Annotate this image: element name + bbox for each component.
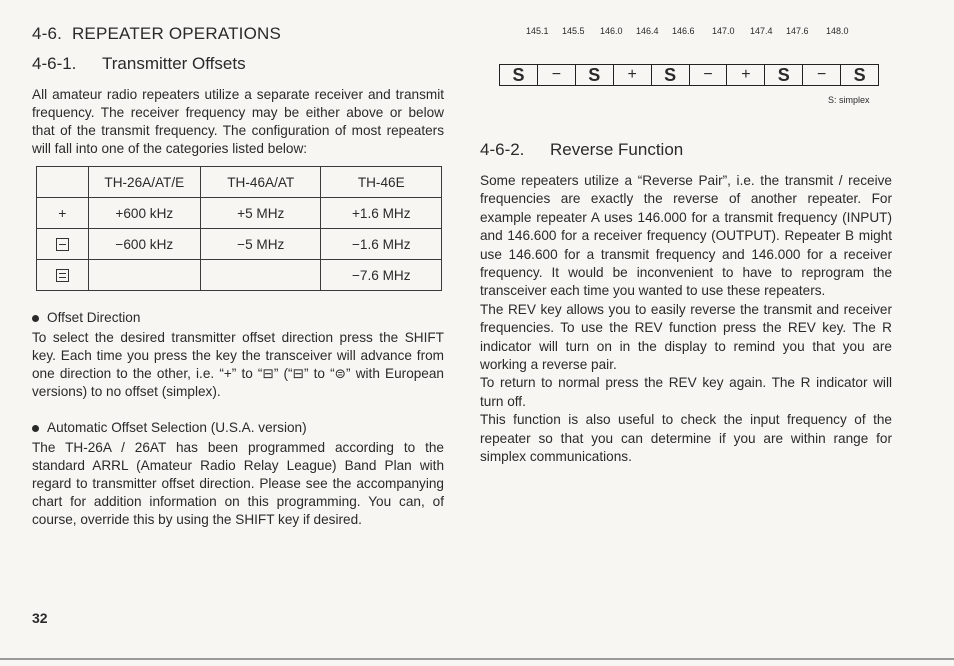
freq-label: 147.0	[712, 26, 735, 36]
reverse-paragraph-3: To return to normal press the REV key again. The R indicator will turn off.	[480, 375, 892, 409]
bullet-icon	[32, 425, 39, 432]
table-cell: −1.6 MHz	[321, 229, 442, 260]
band-segment: +	[614, 65, 652, 85]
subsection-number: 4-6-2.	[480, 140, 525, 159]
minus-box-icon	[56, 238, 69, 251]
table-row	[37, 229, 442, 260]
band-segment: S	[652, 65, 690, 85]
table-cell	[88, 260, 200, 291]
section-number: 4-6.	[32, 24, 63, 43]
reverse-paragraph-1: Some repeaters utilize a “Reverse Pair”, i.e. the transmit / receive frequencies are exactly the reverse of another repeater. For example repeater A uses 146.000 for a transmit frequency (INPUT) and 146.600 for a receiver frequency (OUTPUT). Repeater B might use 146.600 for a transmit frequency and 146.000 for a receiver frequency. It would be inconvenient to have to reprogram the transceiver each time you wanted to use these repeaters.	[480, 173, 892, 299]
freq-label: 145.1	[526, 26, 549, 36]
page-number: 32	[32, 610, 48, 626]
table-header-cell: TH-46E	[321, 167, 442, 198]
table-cell: −7.6 MHz	[321, 260, 442, 291]
reverse-paragraph-2: The REV key allows you to easily reverse the transmit and receiver frequencies. To use the REV function press the REV key. The R indicator will turn on in the display to remind you that you are working a reverse pair.	[480, 301, 892, 373]
auto-offset-heading: Automatic Offset Selection (U.S.A. version)	[32, 419, 444, 437]
table-row	[37, 198, 442, 229]
band-segment: −	[690, 65, 728, 85]
bullet-icon	[32, 315, 39, 322]
freq-label: 146.4	[636, 26, 659, 36]
band-segment: −	[803, 65, 841, 85]
subsection-title: Transmitter Offsets	[102, 54, 246, 73]
table-header-cell: TH-26A/AT/E	[88, 167, 200, 198]
section-title: REPEATER OPERATIONS	[71, 24, 282, 43]
band-plan-frequencies	[480, 22, 892, 38]
freq-label: 147.4	[750, 26, 773, 36]
equal-box-icon	[56, 269, 69, 282]
table-cell: +1.6 MHz	[321, 198, 442, 229]
table-cell: +5 MHz	[201, 198, 321, 229]
page-edge-rule	[0, 658, 954, 660]
european-offset-symbol	[37, 260, 89, 291]
table-header-cell: TH-46A/AT	[201, 167, 321, 198]
table-header-cell	[37, 167, 89, 198]
section-heading	[32, 24, 444, 44]
freq-label: 148.0	[826, 26, 849, 36]
table-header-row	[37, 167, 442, 198]
band-segment: +	[727, 65, 765, 85]
offset-direction-paragraph: To select the desired transmitter offset direction press the SHIFT key. Each time you press the key the transceiver will advance from one direction to the other, i.e. “+” to “⊟” (“⊟” to “⊜” with European versions) to no offset (simplex).	[32, 330, 444, 399]
freq-label: 145.5	[562, 26, 585, 36]
intro-paragraph: All amateur radio repeaters utilize a separate receiver and transmit frequency. The receiver frequency may be either above or below that of the transmit frequency. The configuration of most repeaters will fall into one of the categories listed below:	[32, 87, 444, 156]
band-plan-strip	[499, 64, 879, 86]
plus-offset-symbol: +	[37, 198, 89, 229]
band-segment: S	[576, 65, 614, 85]
band-plan-legend: S: simplex	[828, 95, 870, 105]
left-column	[32, 24, 444, 529]
table-cell: +600 kHz	[88, 198, 200, 229]
table-cell: −5 MHz	[201, 229, 321, 260]
reverse-function-body	[480, 172, 892, 467]
table-cell	[201, 260, 321, 291]
subsection-title: Reverse Function	[550, 140, 684, 159]
reverse-function-heading	[480, 140, 683, 160]
table-cell: −600 kHz	[88, 229, 200, 260]
band-segment: S	[500, 65, 538, 85]
offset-table	[36, 166, 442, 291]
subsection-number: 4-6-1.	[32, 54, 77, 73]
subsection-heading	[32, 54, 444, 74]
band-segment: −	[538, 65, 576, 85]
auto-offset-paragraph: The TH-26A / 26AT has been programmed according to the standard ARRL (Amateur Radio Relay League) Band Plan with regard to transmitter offset direction. Please see the accompanying chart for addition information on this programming. You can, of course, override this by using the SHIFT key if desired.	[32, 440, 444, 527]
table-row	[37, 260, 442, 291]
offset-direction-heading: Offset Direction	[32, 309, 444, 327]
freq-label: 146.0	[600, 26, 623, 36]
band-segment: S	[765, 65, 803, 85]
band-segment: S	[853, 65, 866, 85]
freq-label: 146.6	[672, 26, 695, 36]
freq-label: 147.6	[786, 26, 809, 36]
reverse-paragraph-4: This function is also useful to check the input frequency of the repeater so that you can determine if you are within range for simplex communications.	[480, 412, 892, 465]
minus-offset-symbol	[37, 229, 89, 260]
